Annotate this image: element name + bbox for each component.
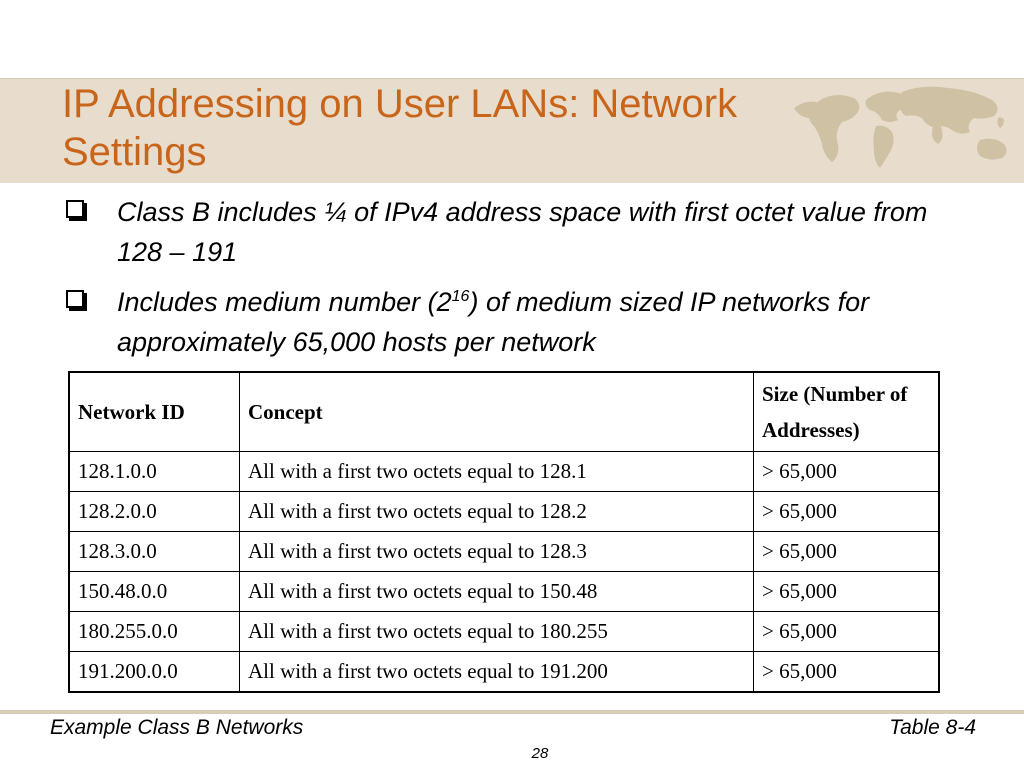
bullet-text-end: ) of medium sized IP networks for approximately 65,000 hosts per network bbox=[117, 287, 870, 357]
cell-size: > 65,000 bbox=[754, 492, 940, 532]
header-network-id: Network ID bbox=[69, 372, 240, 452]
cell-network-id: 150.48.0.0 bbox=[69, 572, 240, 612]
cell-network-id: 128.3.0.0 bbox=[69, 532, 240, 572]
bullet-item bbox=[62, 282, 962, 362]
slide-title: IP Addressing on User LANs: Network Settings bbox=[62, 82, 738, 174]
cell-network-id: 128.2.0.0 bbox=[69, 492, 240, 532]
table-row bbox=[69, 652, 939, 693]
cell-concept: All with a first two octets equal to 150.48 bbox=[240, 572, 754, 612]
cell-concept: All with a first two octets equal to 128.3 bbox=[240, 532, 754, 572]
cell-network-id: 180.255.0.0 bbox=[69, 612, 240, 652]
cell-concept: All with a first two octets equal to 128.2 bbox=[240, 492, 754, 532]
cell-size: > 65,000 bbox=[754, 652, 940, 693]
cell-size: > 65,000 bbox=[754, 532, 940, 572]
header-size: Size (Number of Addresses) bbox=[754, 372, 940, 452]
cell-size: > 65,000 bbox=[754, 572, 940, 612]
cell-network-id: 191.200.0.0 bbox=[69, 652, 240, 693]
header-concept: Concept bbox=[240, 372, 754, 452]
bullet-text: Class B includes ¼ of IPv4 address space with first octet value from 128 – 191 bbox=[117, 197, 928, 267]
bullet-list bbox=[62, 192, 962, 372]
footer-divider bbox=[0, 710, 1024, 714]
table-caption: Example Class B Networks bbox=[50, 716, 304, 739]
cell-concept: All with a first two octets equal to 180.255 bbox=[240, 612, 754, 652]
cell-size: > 65,000 bbox=[754, 452, 940, 492]
table-header-row bbox=[69, 372, 939, 452]
networks-table-wrap bbox=[68, 371, 940, 693]
table-row bbox=[69, 492, 939, 532]
class-b-networks-table bbox=[68, 371, 940, 693]
cell-concept: All with a first two octets equal to 191.200 bbox=[240, 652, 754, 693]
table-row bbox=[69, 612, 939, 652]
table-label: Table 8-4 bbox=[889, 716, 976, 739]
table-row bbox=[69, 572, 939, 612]
bullet-item bbox=[62, 192, 962, 272]
cell-concept: All with a first two octets equal to 128.1 bbox=[240, 452, 754, 492]
table-row bbox=[69, 452, 939, 492]
cell-size: > 65,000 bbox=[754, 612, 940, 652]
cell-network-id: 128.1.0.0 bbox=[69, 452, 240, 492]
hollow-square-bullet-icon bbox=[66, 290, 84, 308]
bullet-text-start: Includes medium number (2 bbox=[117, 287, 452, 317]
page-number: 28 bbox=[531, 745, 549, 762]
hollow-square-bullet-icon bbox=[66, 200, 84, 218]
table-row bbox=[69, 532, 939, 572]
bullet-exponent: 16 bbox=[451, 288, 470, 305]
